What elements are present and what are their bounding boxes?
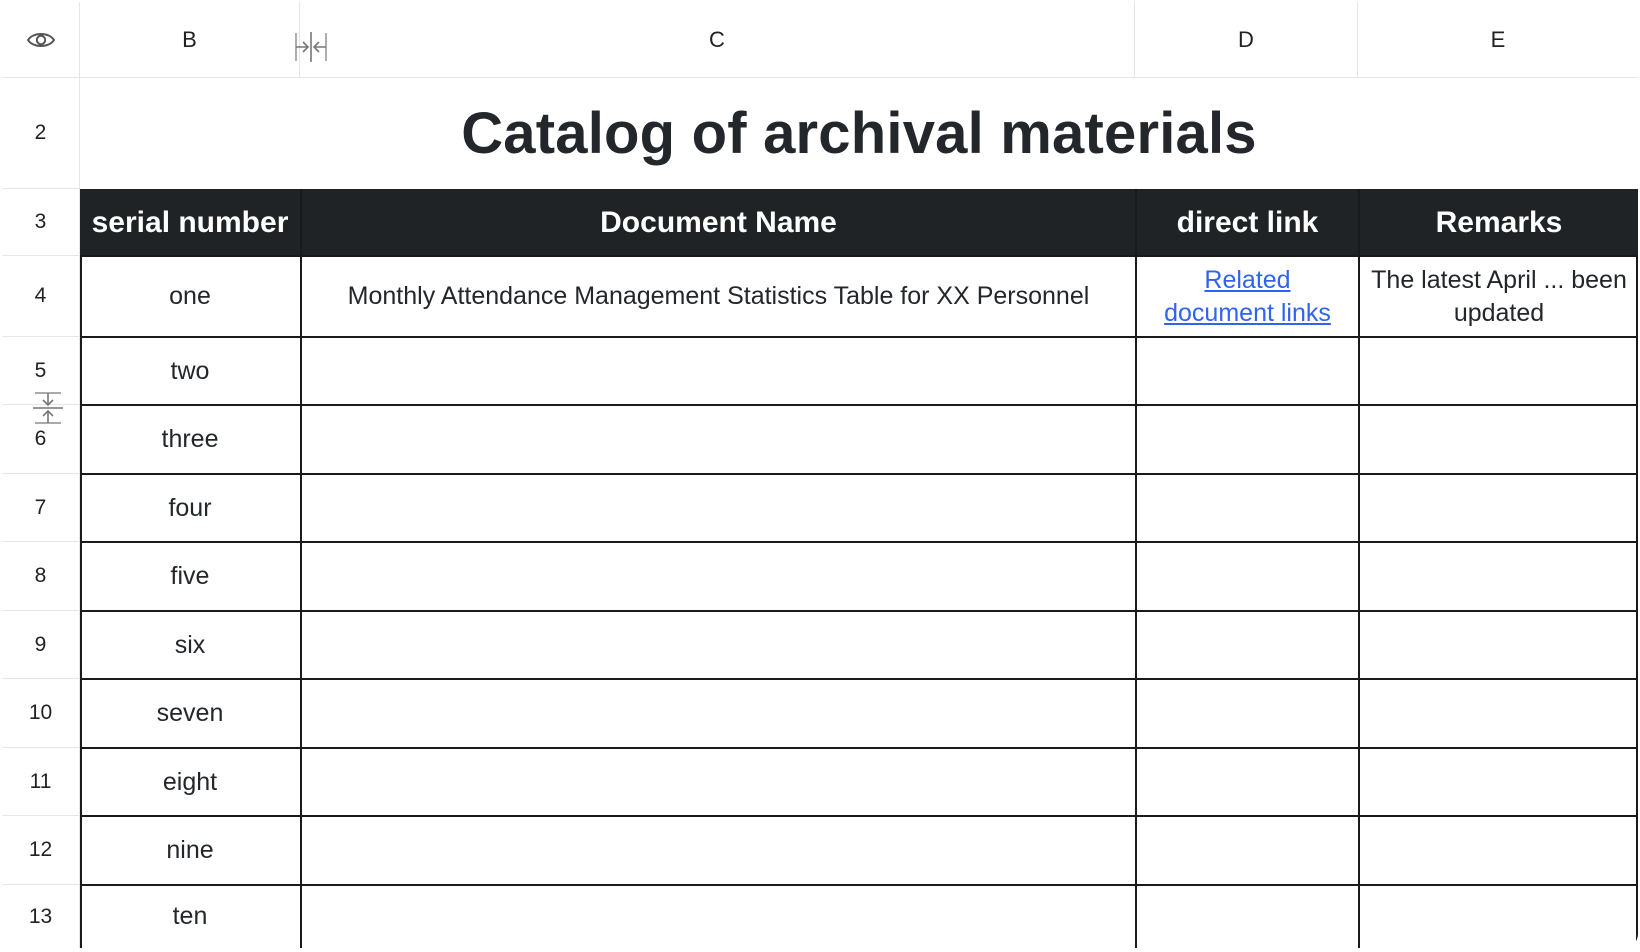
row-number: 10 [28, 701, 53, 724]
row-header-2[interactable] [2, 78, 80, 189]
row-header-12[interactable] [2, 816, 80, 885]
grid-line [80, 884, 1638, 886]
grid-line [80, 541, 1638, 543]
row-number: 4 [34, 284, 47, 307]
grid-line [1358, 189, 1360, 948]
cell-text: eight [162, 767, 218, 796]
cell-text: six [174, 630, 206, 659]
cell-text: Monthly Attendance Management Statistics Table for XX Personnel [347, 282, 1090, 311]
cell-serial[interactable] [80, 542, 300, 611]
grid-line [80, 256, 82, 948]
cell-text: one [169, 282, 211, 311]
select-all-corner[interactable] [2, 2, 80, 78]
row-header-4[interactable] [2, 256, 80, 337]
row-header-3[interactable] [2, 189, 80, 256]
title-text: Catalog of archival materials [461, 101, 1257, 166]
cell-serial[interactable] [80, 474, 300, 542]
row-header-9[interactable] [2, 611, 80, 679]
row-header-7[interactable] [2, 474, 80, 542]
row-header-8[interactable] [2, 542, 80, 611]
column-letter: E [1490, 26, 1506, 52]
cell-text: ten [172, 902, 208, 931]
grid-line [1135, 189, 1137, 948]
cell-text: nine [166, 836, 214, 865]
row-number: 11 [29, 769, 52, 793]
column-letter: C [709, 26, 725, 52]
header-direct-link[interactable] [1137, 189, 1358, 256]
header-document-name[interactable] [302, 189, 1135, 256]
cell-text: three [161, 425, 219, 454]
row-header-10[interactable] [2, 679, 80, 748]
grid-line [80, 610, 1638, 612]
cell-remarks[interactable] [1360, 256, 1638, 337]
cell-serial[interactable] [80, 337, 300, 405]
grid-line [300, 189, 302, 948]
column-header-e[interactable] [1358, 2, 1638, 78]
grid-line [80, 404, 1638, 406]
cell-document-name[interactable] [302, 256, 1135, 337]
cell-text: five [170, 562, 210, 591]
cell-serial[interactable] [80, 256, 300, 337]
cell-text: four [168, 493, 212, 522]
eye-icon[interactable] [26, 29, 56, 51]
row-number: 13 [28, 904, 53, 928]
cell-serial[interactable] [80, 679, 300, 748]
row-number: 6 [34, 427, 47, 450]
cell-text: two [170, 356, 210, 385]
grid-line [80, 473, 1638, 475]
grid-line [80, 815, 1638, 817]
grid-line [80, 336, 1638, 338]
row-number: 7 [34, 495, 47, 519]
cell-serial[interactable] [80, 611, 300, 679]
row-resize-icon[interactable] [32, 392, 64, 424]
row-number: 8 [34, 564, 47, 587]
column-letter: D [1238, 26, 1254, 52]
header-label: serial number [91, 205, 289, 239]
row-number: 9 [34, 632, 47, 656]
column-header-b[interactable] [80, 2, 300, 78]
cell-serial[interactable] [80, 885, 300, 948]
header-serial-number[interactable] [80, 189, 300, 256]
column-header-d[interactable] [1135, 2, 1358, 78]
row-number: 3 [34, 210, 47, 233]
cell-direct-link[interactable] [1137, 256, 1358, 337]
grid-line [1636, 256, 1638, 948]
grid-line [80, 678, 1638, 680]
column-letter: B [182, 26, 197, 52]
cell-serial[interactable] [80, 405, 300, 474]
row-header-11[interactable] [2, 748, 80, 816]
cell-text: The latest April ... been updated [1371, 266, 1627, 327]
row-number: 12 [28, 838, 53, 861]
cell-text: seven [156, 699, 224, 728]
cell-serial[interactable] [80, 748, 300, 816]
cell-serial[interactable] [80, 816, 300, 885]
sheet-title[interactable] [80, 78, 1638, 189]
grid-line [80, 747, 1638, 749]
spreadsheet [2, 2, 1638, 948]
row-header-13[interactable] [2, 885, 80, 948]
grid-line [80, 255, 1638, 257]
column-header-c[interactable] [300, 2, 1135, 78]
row-number: 5 [34, 358, 47, 382]
header-label: direct link [1176, 205, 1319, 239]
document-link[interactable]: Related document links [1164, 266, 1331, 327]
column-resize-icon[interactable] [294, 30, 328, 64]
row-number: 2 [34, 121, 47, 144]
header-remarks[interactable] [1360, 189, 1638, 256]
header-label: Document Name [600, 205, 837, 239]
header-label: Remarks [1435, 205, 1563, 239]
